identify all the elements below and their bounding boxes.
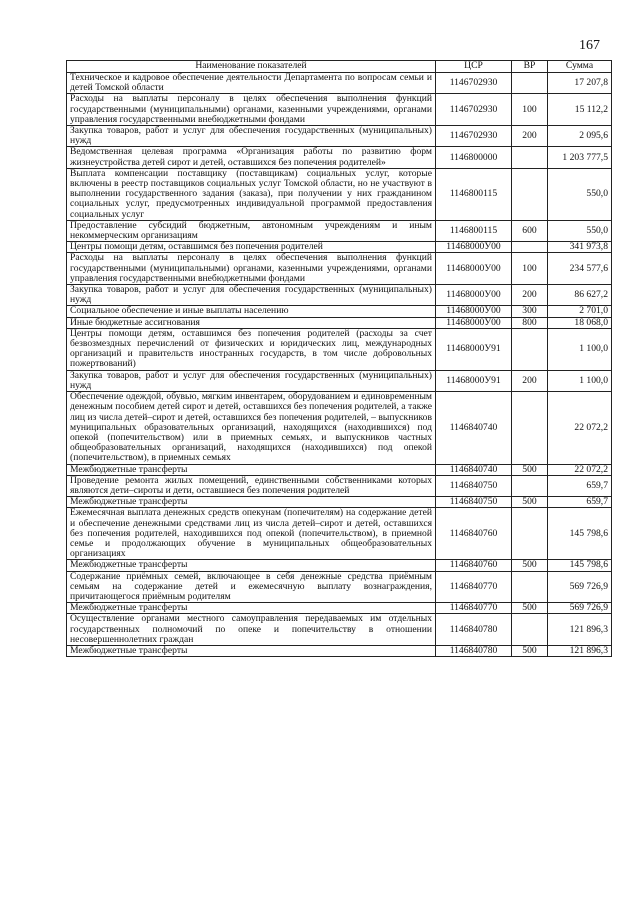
cell-csr: 1146840750 [436,497,512,508]
cell-csr: 1146840740 [436,392,512,464]
cell-vr: 500 [512,497,548,508]
cell-csr: 1146840760 [436,508,512,560]
cell-name: Центры помощи детям, оставшимся без попечения родителей (расходы за счет безвозмездных перечислений от физических и юридических лиц, международных организаций и правительств иностранных государств, в том числе добровольных пожертвований) [67,328,436,370]
cell-name: Закупка товаров, работ и услуг для обеспечения государственных (муниципальных) нужд [67,285,436,306]
cell-vr [512,475,548,496]
cell-vr: 500 [512,464,548,475]
cell-csr: 1146840780 [436,645,512,656]
cell-name: Выплата компенсации поставщику (поставщикам) социальных услуг, которые включены в реестр поставщиков социальных услуг Томской области, но не участвуют в выполнении государственного задания (заказа), при получении у них гражданином социальных услуг, предусмотренных индивидуальной программой предоставления социальных услуг [67,168,436,220]
table-row [67,328,612,370]
cell-sum: 22 072,2 [548,464,612,475]
table-row [67,253,612,285]
table-row [67,73,612,94]
cell-vr [512,242,548,253]
header-row [67,61,612,73]
cell-sum: 15 112,2 [548,94,612,126]
table-row [67,94,612,126]
cell-sum: 569 726,9 [548,571,612,603]
cell-sum: 550,0 [548,220,612,241]
table-row [67,614,612,646]
cell-name: Ежемесячная выплата денежных средств опекунам (попечителям) на содержание детей и обеспечение денежными средствами лиц из числа детей–сирот и детей, оставшихся без попечения родителей, находившихся под опекой (попечительством), в приемной семье и продолжающих обучение в муниципальных общеобразовательных организациях [67,508,436,560]
cell-sum: 2 701,0 [548,306,612,317]
cell-sum: 234 577,6 [548,253,612,285]
table-row [67,242,612,253]
cell-name: Иные бюджетные ассигнования [67,317,436,328]
table-row [67,168,612,220]
cell-vr [512,508,548,560]
cell-sum: 2 095,6 [548,126,612,147]
cell-vr [512,168,548,220]
table-row [67,603,612,614]
table-row [67,497,612,508]
table-row [67,126,612,147]
cell-sum: 1 100,0 [548,370,612,391]
cell-vr: 500 [512,603,548,614]
cell-csr: 1146800115 [436,220,512,241]
cell-name: Закупка товаров, работ и услуг для обеспечения государственных (муниципальных) нужд [67,370,436,391]
cell-csr: 11468000У91 [436,328,512,370]
table-row [67,560,612,571]
cell-sum: 22 072,2 [548,392,612,464]
cell-name: Межбюджетные трансферты [67,560,436,571]
cell-sum: 569 726,9 [548,603,612,614]
cell-name: Социальное обеспечение и иные выплаты населению [67,306,436,317]
table-row [67,645,612,656]
cell-name: Ведомственная целевая программа «Организация работы по развитию форм жизнеустройства детей сирот и детей, оставшихся без попечения родителей» [67,147,436,168]
cell-vr: 100 [512,253,548,285]
cell-vr [512,392,548,464]
table-header [67,61,612,73]
table-row [67,285,612,306]
header-sum: Сумма [548,61,612,73]
cell-sum: 659,7 [548,475,612,496]
cell-name: Проведение ремонта жилых помещений, единственными собственниками которых являются дети–сироты и дети, оставшиеся без попечения родителей [67,475,436,496]
cell-name: Предоставление субсидий бюджетным, автономным учреждениям и иным некоммерческим организациям [67,220,436,241]
cell-csr: 11468000У91 [436,370,512,391]
header-csr: ЦСР [436,61,512,73]
cell-vr: 500 [512,645,548,656]
table-row [67,392,612,464]
cell-name: Межбюджетные трансферты [67,645,436,656]
table-row [67,475,612,496]
cell-vr [512,571,548,603]
cell-name: Техническое и кадровое обеспечение деятельности Департамента по вопросам семьи и детей Томской области [67,73,436,94]
cell-csr: 1146840740 [436,464,512,475]
cell-sum: 659,7 [548,497,612,508]
cell-csr: 1146702930 [436,94,512,126]
cell-vr [512,328,548,370]
cell-csr: 11468000У00 [436,317,512,328]
cell-csr: 11468000У00 [436,253,512,285]
cell-vr: 200 [512,126,548,147]
header-vr: ВР [512,61,548,73]
cell-name: Межбюджетные трансферты [67,464,436,475]
cell-name: Расходы на выплаты персоналу в целях обеспечения выполнения функций государственными (муниципальными) органами, казенными учреждениями, органами управления государственными внебюджетными фондами [67,94,436,126]
cell-name: Содержание приёмных семей, включающее в себя денежные средства приёмным семьям на содержание детей и ежемесячную выплату вознаграждения, причитающегося приёмным родителям [67,571,436,603]
cell-csr: 1146702930 [436,73,512,94]
cell-vr: 200 [512,285,548,306]
cell-sum: 1 100,0 [548,328,612,370]
table-row [67,147,612,168]
cell-vr: 200 [512,370,548,391]
table-row [67,370,612,391]
cell-name: Обеспечение одеждой, обувью, мягким инвентарем, оборудованием и единовременным денежным пособием детей сирот и детей, оставшихся без попечения родителей, а также лиц из числа детей–сирот и детей, оставшихся без попечения родителей, – выпускников муниципальных образовательных организаций, находящихся (находившихся) под опекой (попечительством) или в приемных семьях, и выпускников частных общеобразовательных организаций, находящихся (находившихся) под опекой (попечительством), в приемных семьях [67,392,436,464]
cell-sum: 121 896,3 [548,614,612,646]
cell-name: Закупка товаров, работ и услуг для обеспечения государственных (муниципальных) нужд [67,126,436,147]
table-row [67,571,612,603]
cell-csr: 11468000У00 [436,242,512,253]
cell-csr: 1146702930 [436,126,512,147]
cell-name: Расходы на выплаты персоналу в целях обеспечения выполнения функций государственными (муниципальными) органами, казенными учреждениями, органами управления государственными внебюджетными фондами [67,253,436,285]
cell-vr: 500 [512,560,548,571]
cell-name: Межбюджетные трансферты [67,497,436,508]
cell-vr: 300 [512,306,548,317]
table-row [67,220,612,241]
cell-sum: 86 627,2 [548,285,612,306]
table-row [67,317,612,328]
cell-name: Межбюджетные трансферты [67,603,436,614]
cell-sum: 341 973,8 [548,242,612,253]
cell-csr: 11468000У00 [436,306,512,317]
cell-csr: 1146840770 [436,603,512,614]
cell-sum: 550,0 [548,168,612,220]
cell-csr: 1146840770 [436,571,512,603]
cell-csr: 1146840780 [436,614,512,646]
table-row [67,306,612,317]
cell-sum: 18 068,0 [548,317,612,328]
table-row [67,508,612,560]
budget-table [66,60,612,657]
cell-vr: 800 [512,317,548,328]
cell-sum: 145 798,6 [548,508,612,560]
cell-vr: 100 [512,94,548,126]
cell-csr: 1146800115 [436,168,512,220]
cell-vr [512,147,548,168]
cell-vr [512,614,548,646]
cell-vr [512,73,548,94]
cell-sum: 121 896,3 [548,645,612,656]
cell-csr: 11468000У00 [436,285,512,306]
cell-sum: 17 207,8 [548,73,612,94]
cell-name: Центры помощи детям, оставшимся без попечения родителей [67,242,436,253]
cell-csr: 1146840760 [436,560,512,571]
page-number: 167 [579,38,600,53]
cell-csr: 1146800000 [436,147,512,168]
cell-sum: 1 203 777,5 [548,147,612,168]
cell-vr: 600 [512,220,548,241]
header-name: Наименование показателей [67,61,436,73]
cell-sum: 145 798,6 [548,560,612,571]
table-row [67,464,612,475]
cell-name: Осуществление органами местного самоуправления передаваемых им отдельных государственных полномочий по опеке и попечительству в отношении несовершеннолетних граждан [67,614,436,646]
table-body [67,73,612,657]
cell-csr: 1146840750 [436,475,512,496]
